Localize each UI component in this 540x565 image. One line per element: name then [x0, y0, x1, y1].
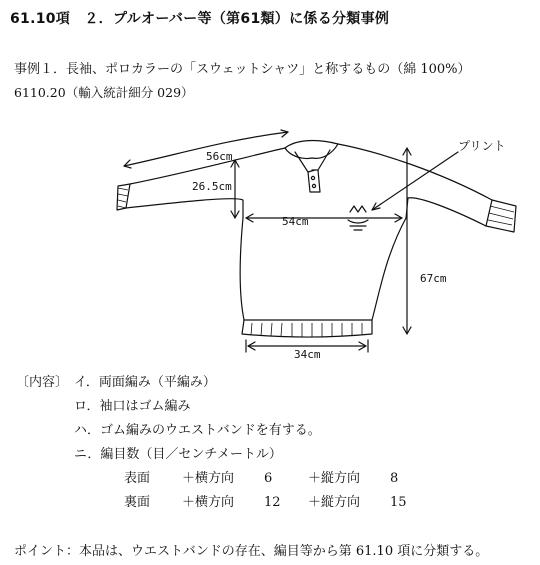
contents-item: ロ．袖口はゴム編み: [74, 399, 191, 414]
vertical-label: ＋縦方向: [308, 495, 361, 510]
horizontal-value: 12: [264, 495, 281, 510]
placket: [308, 170, 320, 192]
contents-section: [16, 371, 407, 515]
sleeve-width-label: 26.5cm: [192, 180, 232, 193]
contents-item: ハ．ゴム編みのウエストバンドを有する。: [74, 423, 321, 438]
page-heading: 61.10項 ２．プルオーバー等（第61類）に係る分類事例: [10, 11, 390, 27]
print-label: プリント: [458, 139, 506, 153]
face-label: 表面: [124, 471, 151, 486]
body-outline: [240, 218, 406, 320]
button: [311, 176, 314, 179]
contents-label: 〔内容〕: [16, 375, 69, 390]
waist-width-label: 34cm: [294, 348, 321, 360]
contents-item: イ．両面編み（平編み）: [74, 375, 216, 390]
chest-width-label: 54cm: [282, 215, 309, 228]
horizontal-value: 6: [264, 471, 273, 486]
body-length-label: 67cm: [420, 272, 447, 285]
face-label: 裏面: [124, 495, 151, 510]
vertical-value: 8: [390, 471, 399, 486]
stitch-count-row: [16, 491, 407, 515]
example-description: 事例１．長袖、ポロカラーの「スウェットシャツ」と称するもの（綿 100%）: [14, 62, 471, 77]
print-leader: [372, 152, 458, 210]
classification-point: ポイント：本品は、ウエストバンドの存在、編目等から第 61.10 項に分類する。: [14, 544, 489, 559]
hs-code-line: 6110.20（輸入統計細分 029）: [14, 85, 194, 100]
right-sleeve: [338, 144, 492, 226]
horizontal-label: ＋横方向: [182, 471, 235, 486]
sweatshirt-drawing: [110, 120, 540, 360]
contents-item: ニ．編目数（目／センチメートル）: [74, 447, 282, 462]
horizontal-label: ＋横方向: [182, 495, 235, 510]
vertical-value: 15: [390, 495, 407, 510]
stitch-count-row: [16, 467, 407, 491]
button: [312, 184, 315, 187]
sleeve-length-label: 56cm: [206, 150, 233, 163]
vertical-label: ＋縦方向: [308, 471, 361, 486]
